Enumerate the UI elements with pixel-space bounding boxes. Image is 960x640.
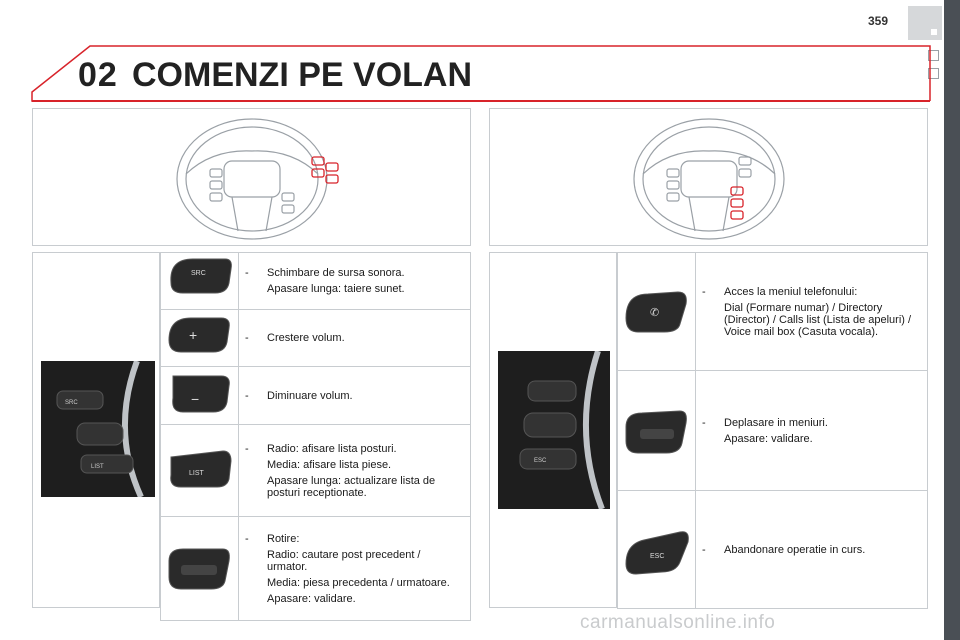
page-number: 359 [868,14,889,28]
bullet-dash: - [245,389,249,402]
right-controls-section [489,252,928,608]
right-control-row [618,371,928,491]
description-text: Media: afisare lista piese. [267,458,392,471]
description-text: Rotire: [267,532,300,545]
steering-wheel-diagram-right [489,108,928,246]
description-text: Acces la meniul telefonului: [724,285,858,298]
left-control-row [161,310,471,367]
svg-text:−: − [190,390,199,407]
bullet-dash: - [702,285,706,298]
description-line [245,390,462,402]
menu-wheel-button-icon [620,403,694,459]
right-controls-table [617,252,928,609]
description-text: Abandonare operatie in curs. [724,543,866,556]
control-description-cell [239,367,471,425]
left-control-row [161,517,471,621]
description-text: Dial (Formare numar) / Directory (Director) / Calls list (Lista de apeluri) / Voice mail box (Casuta vocala). [724,301,912,338]
phone-button-icon [620,284,694,340]
description-text: Schimbare de sursa sonora. [267,267,405,279]
svg-text:+: + [188,327,197,343]
svg-text:✆: ✆ [649,305,659,319]
left-control-row [161,425,471,517]
svg-text:ESC: ESC [534,458,547,464]
volume-down-button-icon [163,368,237,424]
esc-button-icon [620,522,694,578]
description-line [245,533,462,545]
control-description-cell [239,310,471,367]
control-description-cell [696,371,928,491]
control-image-cell [618,371,696,491]
description-line [245,332,462,344]
scroll-wheel-button-icon [163,541,237,597]
description-text: Radio: afisare lista posturi. [267,442,397,455]
svg-text:LIST: LIST [188,469,204,477]
page-title: COMENZI PE VOLAN [132,56,473,94]
svg-text:LIST: LIST [91,464,104,470]
control-image-cell [161,253,239,310]
control-description-cell [239,253,471,310]
control-description-cell [696,491,928,609]
bullet-dash: - [702,416,706,429]
bullet-dash: - [245,532,249,545]
bullet-dash: - [245,442,249,455]
left-control-row [161,367,471,425]
right-photo-cell [489,252,617,608]
bullet-dash: - [245,267,249,279]
steering-controls-photo-icon [41,361,155,497]
control-image-cell [618,253,696,371]
description-line [702,544,919,556]
steering-wheel-icon [490,109,929,247]
right-control-row [618,253,928,371]
bullet-dash: - [702,543,706,556]
control-description-cell [239,517,471,621]
left-control-row [161,253,471,310]
control-image-cell [161,425,239,517]
steering-wheel-diagram-left [32,108,471,246]
description-text: Radio: cautare post precedent / urmator. [267,548,421,573]
description-line [245,267,462,279]
list-button-icon [163,443,237,499]
control-image-cell [161,517,239,621]
src-mute-button-icon [163,253,237,309]
description-text: Media: piesa precedenta / urmatoare. [267,576,450,589]
svg-text:SRC: SRC [190,270,206,277]
left-controls-section [32,252,471,608]
left-controls-table [160,252,471,621]
left-photo-cell [32,252,160,608]
description-line [702,417,919,429]
control-image-cell [618,491,696,609]
description-text: Diminuare volum. [267,389,353,402]
control-description-cell [696,253,928,371]
svg-text:ESC: ESC [649,552,664,560]
control-image-cell [161,310,239,367]
steering-controls-photo-icon [498,351,610,509]
description-text: Apasare lunga: taiere sunet. [267,283,405,295]
description-text: Deplasare in meniuri. [724,416,828,429]
steering-wheel-icon [33,109,472,247]
description-line [245,443,462,455]
description-text: Apasare lunga: actualizare lista de posturi receptionate. [267,474,436,499]
control-description-cell [239,425,471,517]
description-text: Apasare: validare. [724,432,813,445]
right-control-row [618,491,928,609]
watermark: carmanualsonline.info [580,612,776,633]
svg-text:SRC: SRC [65,400,78,406]
bullet-dash: - [245,332,249,344]
volume-up-button-icon [163,310,237,366]
chapter-number: 02 [78,56,118,94]
control-image-cell [161,367,239,425]
description-line [702,286,919,298]
description-text: Crestere volum. [267,332,345,344]
description-text: Apasare: validare. [267,592,356,605]
